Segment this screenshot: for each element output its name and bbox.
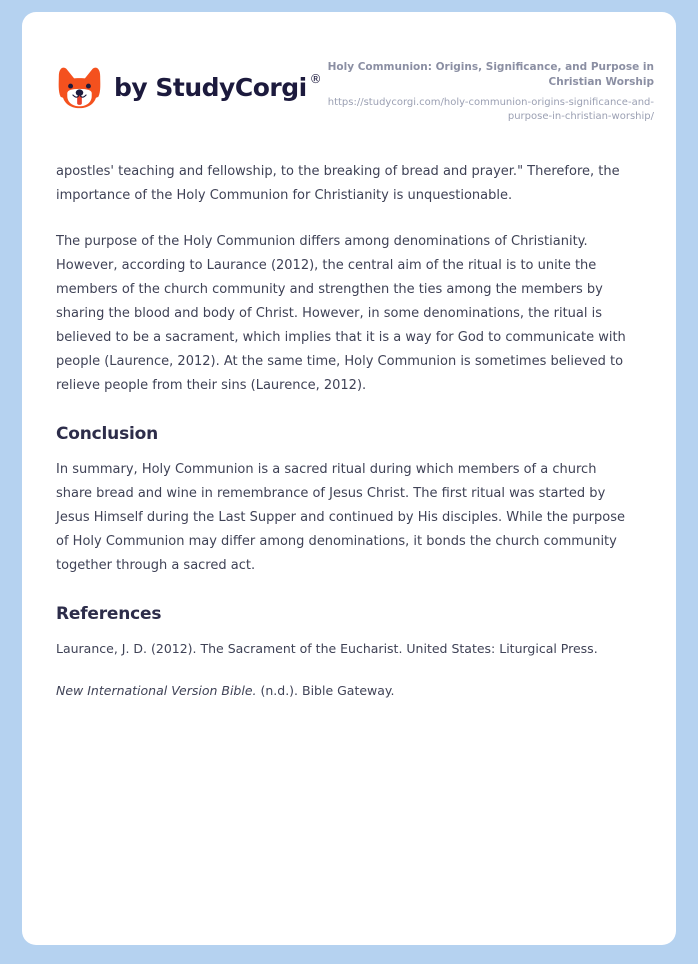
references-heading: References (56, 604, 162, 625)
reference-rest: (n.d.). Bible Gateway. (256, 683, 395, 699)
source-url[interactable]: https://studycorgi.com/holy-communion-origins-significance-and-purpose-in-christian-worship/ (327, 96, 654, 122)
brand-logo-group[interactable] (56, 58, 321, 111)
brand-wordmark (114, 72, 322, 102)
document-body (22, 160, 676, 702)
conclusion-paragraph: In summary, Holy Communion is a sacred ritual during which members of a church share bread and wine in remembrance of Jesus Christ. The first ritual was started by Jesus Himself during the Last Supper and continued by His disciples. While the purpose of Holy Communion may differ among denominations, it bonds the church community together through a sacred act. (56, 462, 626, 574)
conclusion-heading: Conclusion (56, 424, 158, 445)
document-header (22, 12, 676, 124)
document-meta (321, 58, 654, 124)
reference-item (56, 638, 630, 660)
page-title: Holy Communion: Origins, Significance, and Purpose in Christian Worship (327, 61, 654, 88)
body-paragraph: apostles' teaching and fellowship, to the breaking of bread and prayer." Therefore, the importance of the Holy Communion for Christianity is unquestionable. (56, 163, 620, 203)
body-paragraph: The purpose of the Holy Communion differs among denominations of Christianity. However, according to Laurance (2012), the central aim of the ritual is to unite the members of the church community and strengthen the ties among the members by sharing the blood and body of Christ. However, in some denominations, the ritual is believed to be a sacrament, which implies that it is a way for God to communicate with people (Laurence, 2012). At the same time, Holy Communion is sometimes believed to relieve people from their sins (Laurence, 2012). (56, 233, 626, 394)
brand-wordmark-text: by StudyCorgi (114, 73, 307, 102)
reference-rest: Laurance, J. D. (2012). The Sacrament of the Eucharist. United States: Liturgical Press. (56, 641, 598, 657)
registered-trademark-icon: ® (309, 72, 322, 86)
reference-italic-title: New International Version Bible. (56, 683, 257, 699)
corgi-face-logo-icon (56, 64, 103, 111)
reference-item (56, 680, 630, 702)
document-card (22, 12, 676, 945)
